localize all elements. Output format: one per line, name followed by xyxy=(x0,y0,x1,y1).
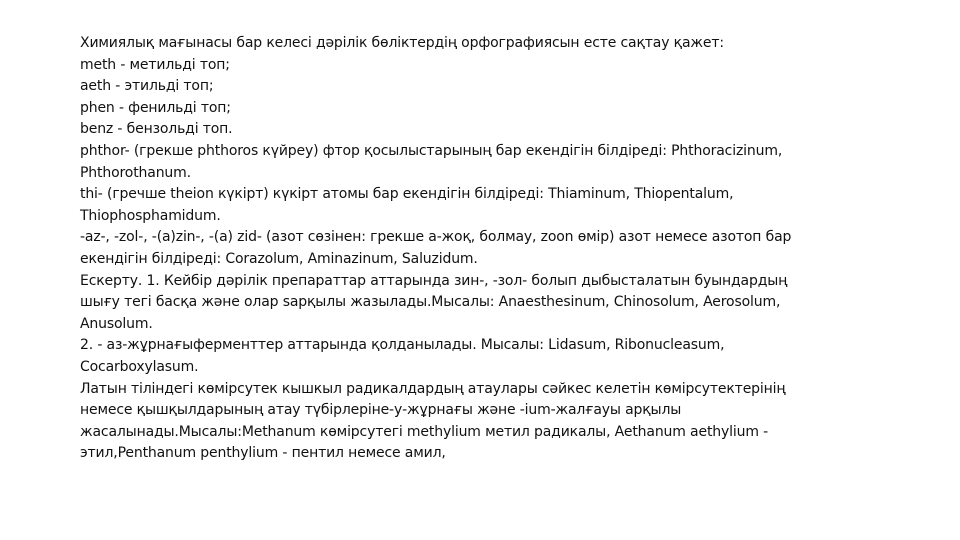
note-1-line-cont: шығу тегі басқа және олар sарқылы жазылады.Мысалы: Anaesthesinum, Chinosolum, Aerosolum, xyxy=(80,294,781,311)
phthor-line: phthor- (грекше phthoros күйреу) фтор қосылыстарының бар екендігін білдіреді: Phthoracizinum, xyxy=(80,142,783,159)
phen-line: phen - фенильді топ; xyxy=(80,99,231,116)
latin-radicals-line-3: жасалынады.Мысалы:Methanum көмірсутегі methylium метил радикалы, Aethanum aethylium - xyxy=(80,423,769,440)
benz-line: benz - бензольді топ. xyxy=(80,121,233,138)
latin-radicals-line-2: немесе қышқылдарының атау түбірлеріне-у-жұрнағы және -ium-жалғауы арқылы xyxy=(80,402,682,419)
intro-line: Химиялық мағынасы бар келесі дәрілік бөліктердің орфографиясын есте сақтау қажет: xyxy=(80,35,724,51)
az-zol-line-cont: екендігін білдіреді: Corazolum, Aminazinum, Saluzidum. xyxy=(80,250,478,267)
document-body xyxy=(80,33,850,465)
az-zol-line: -az-, -zol-, -(a)zin-, -(a) zid- (азот сөзінен: грекше a-жоқ, болмау, zoon өмір) азот немесе азотоп бар xyxy=(80,229,792,246)
thi-line: thi- (гречше theion күкірт) күкірт атомы бар екендігін білдіреді: Thiaminum, Thiopentalum, xyxy=(80,186,734,203)
note-1-line: Ескерту. 1. Кейбір дәрілік препараттар аттарында зин-, -зол- болып дыбысталатын буындардың xyxy=(80,272,788,289)
aeth-line: aeth - этильді топ; xyxy=(80,78,214,95)
latin-radicals-line: Латын тіліндегі көмірсутек кышкыл радикалдардың атаулары сәйкес келетін көмірсутектерінің xyxy=(80,380,786,397)
note-2-line: 2. - аз-жұрнағыферменттер аттарында қолданылады. Мысалы: Lidasum, Ribonucleasum, xyxy=(80,337,725,354)
latin-radicals-line-4: этил,Penthanum penthylium - пентил немесе амил, xyxy=(80,445,446,462)
meth-line: meth - метильді топ; xyxy=(80,56,230,73)
note-2-line-cont: Cocarboxylasum. xyxy=(80,358,199,375)
note-1-line-end: Anusolum. xyxy=(80,315,153,332)
phthor-line-cont: Phthorothanum. xyxy=(80,164,191,181)
thi-line-cont: Thiophosphamidum. xyxy=(80,207,221,224)
